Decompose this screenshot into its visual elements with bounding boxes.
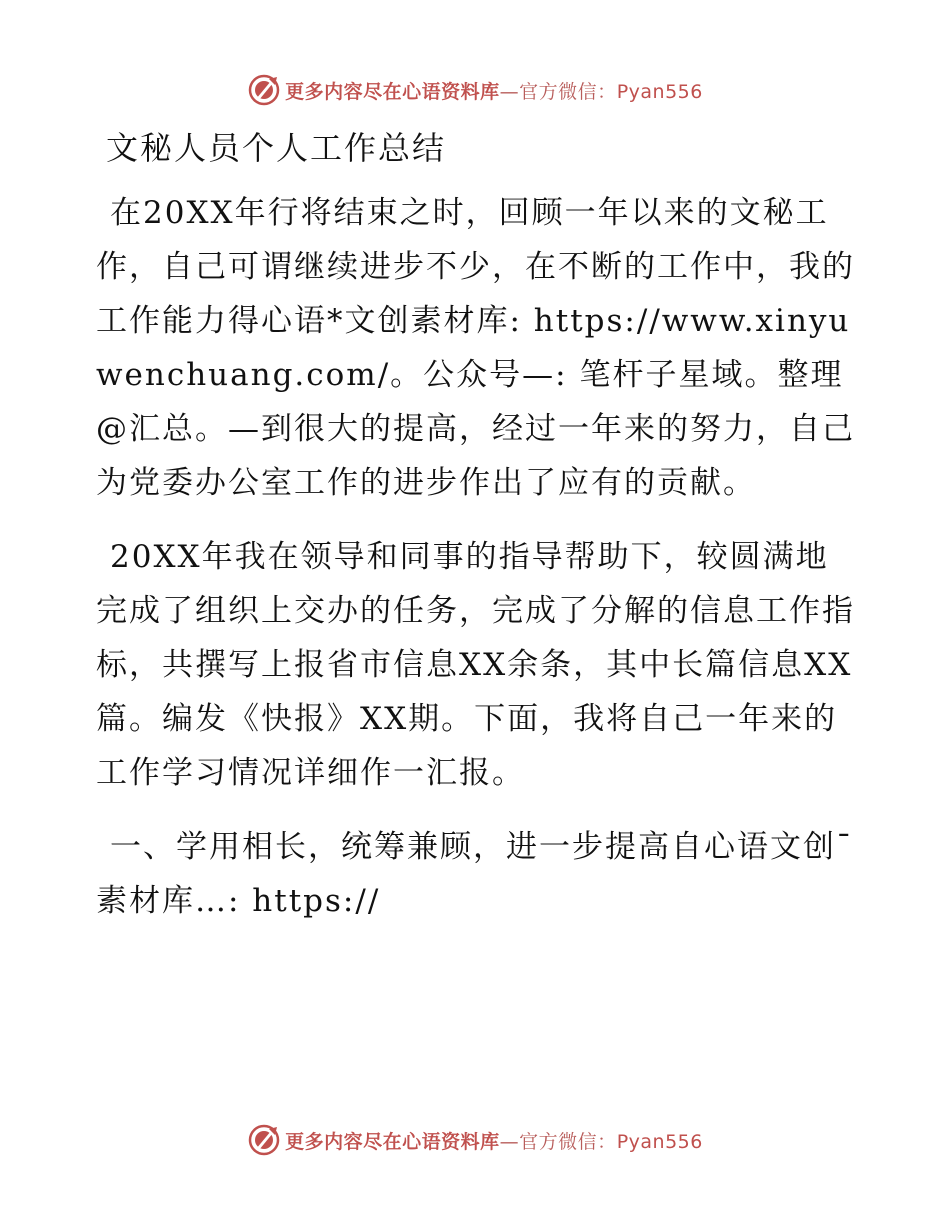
document-title: 文秘人员个人工作总结 xyxy=(106,129,447,167)
header-account: Pyan556 xyxy=(616,80,703,103)
paragraph-2: 20XX年我在领导和同事的指导帮助下，较圆满地完成了组织上交办的任务，完成了分解的信息工作指标，共撰写上报省市信息XX余条，其中长篇信息XX篇。编发《快报》XX期。下面，我将自己一年来的工作学习情况详细作一汇报。 xyxy=(96,539,855,791)
footer-site-text: 更多内容尽在心语资料库 xyxy=(285,1130,500,1153)
paragraph-1: 在20XX年行将结束之时，回顾一年以来的文秘工作，自己可谓继续进步不少，在不断的工作中，我的工作能力得心语*文创素材库: https://www.xinyuwenchuang.com/。公众号—: 笔杆子星域。整理@汇总。—到很大的提高，经过一年来的努力，自己为党委办公室工作的进步作出了应有的贡献。 xyxy=(96,195,855,501)
quill-logo-icon xyxy=(247,73,281,107)
header-label: 官方微信： xyxy=(519,80,617,103)
footer-banner-text xyxy=(285,1127,703,1154)
footer-account: Pyan556 xyxy=(616,1130,703,1153)
header-banner-text xyxy=(285,77,703,104)
footer-banner xyxy=(0,1120,950,1160)
quill-logo-icon xyxy=(247,1123,281,1157)
footer-label: 官方微信： xyxy=(519,1130,617,1153)
header-site-text: 更多内容尽在心语资料库 xyxy=(285,80,500,103)
paragraph-3: 一、学用相长，统筹兼顾，进一步提高自心语文创¯素材库…: https:// xyxy=(96,829,854,919)
document-body xyxy=(96,124,856,948)
header-banner xyxy=(0,70,950,110)
header-separator: — xyxy=(499,80,520,103)
footer-separator: — xyxy=(499,1130,520,1153)
